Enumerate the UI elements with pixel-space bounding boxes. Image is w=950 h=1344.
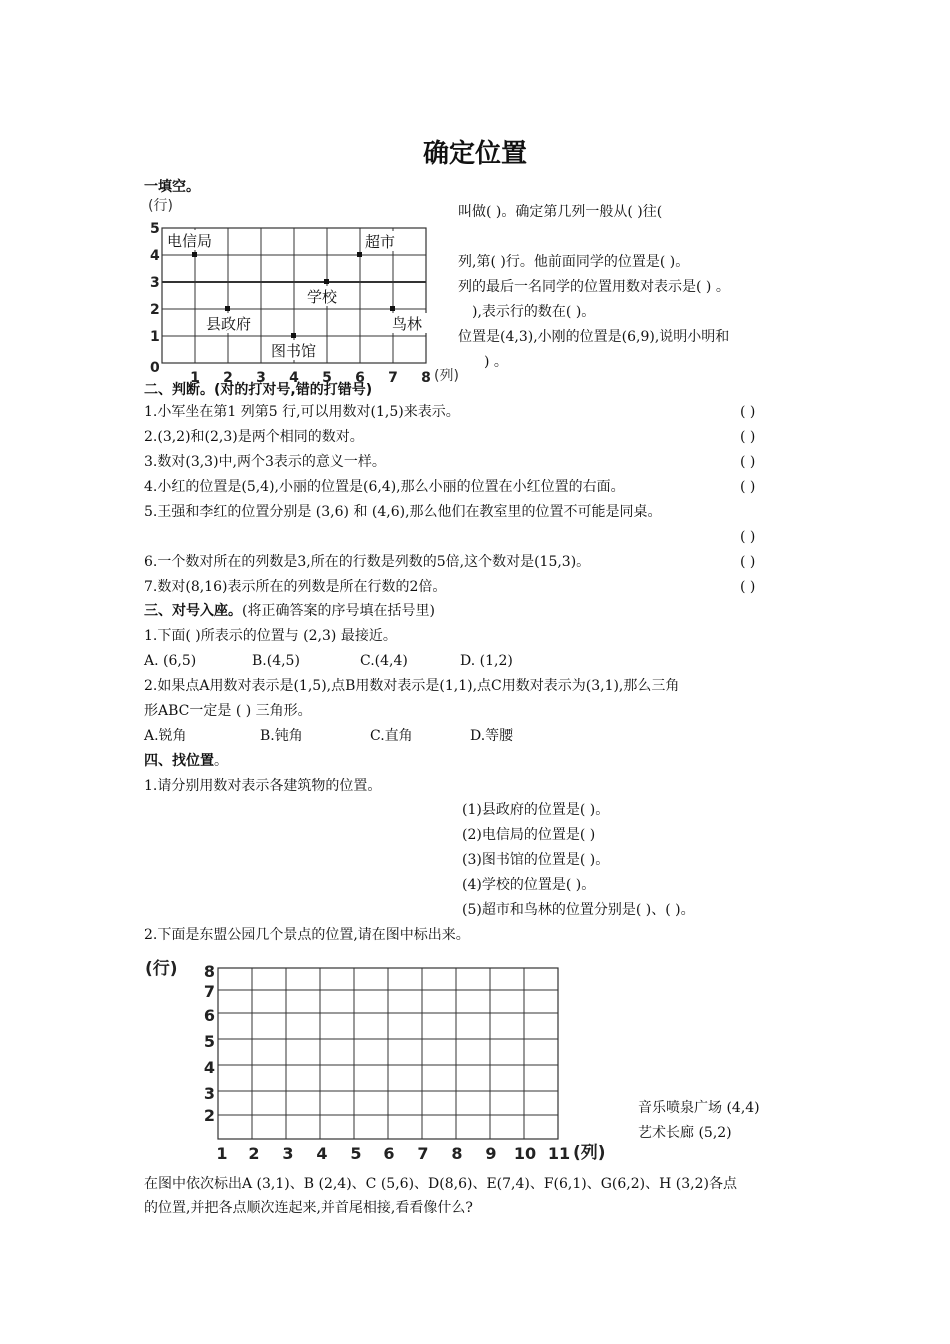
map1-xtick-1: 1 [190, 370, 200, 386]
map1-label-supermarket: 超市 [365, 233, 396, 251]
grid2-xtick-8: 8 [451, 1144, 463, 1163]
fill-line-3: 列的最后一名同学的位置用数对表示是( ) 。 [458, 279, 730, 295]
grid2-xlabel: (列) [573, 1143, 606, 1163]
choice-q2-option-c: C.直角 [370, 728, 413, 744]
grid2-xtick-3: 3 [282, 1144, 294, 1163]
map1-point-library [291, 333, 296, 338]
section4-heading-line [144, 752, 228, 770]
plot-q3-line2: 的位置,并把各点顺次连起来,并首尾相接,看看像什么? [144, 1200, 473, 1216]
choice-q2-option-d: D.等腰 [470, 728, 514, 744]
map1-label-library: 图书馆 [271, 342, 317, 360]
map1-label-telecom: 电信局 [167, 232, 213, 250]
map1-ytick-5: 5 [150, 221, 160, 237]
grid2-xtick-9: 9 [485, 1144, 497, 1163]
find-q1-item-4: (4)学校的位置是( )。 [462, 877, 596, 893]
grid2-ytick-5: 5 [203, 1032, 215, 1051]
judge-item-3: 3.数对(3,3)中,两个3表示的意义一样。 [144, 454, 386, 470]
map1-xtick-8: 8 [421, 370, 431, 386]
judge-item-6: 6.一个数对所在的列数是3,所在的行数是列数的5倍,这个数对是(15,3)。 [144, 554, 591, 570]
section2-heading: 二、判断。(对的打对号,错的打错号) [144, 382, 373, 398]
grid2-ytick-2: 2 [203, 1106, 215, 1125]
map1-ytick-3: 3 [150, 275, 160, 291]
grid2-xtick-10: 10 [513, 1144, 537, 1163]
spot-1: 音乐喷泉广场 (4,4) [638, 1100, 760, 1116]
map1-label-school: 学校 [307, 288, 338, 306]
map1-ytick-0: 0 [150, 360, 160, 376]
section4-heading: 四、找位置 [144, 753, 214, 769]
judge-paren-7: ( ) [740, 579, 756, 595]
grid2-ytick-4: 4 [203, 1058, 215, 1077]
section3-note: (将正确答案的序号填在括号里) [242, 603, 435, 619]
map1-xtick-5: 5 [322, 370, 332, 386]
grid2-xtick-1: 1 [216, 1144, 228, 1163]
grid2-ytick-3: 3 [203, 1084, 215, 1103]
judge-paren-3: ( ) [740, 454, 756, 470]
page-title: 确定位置 [422, 139, 527, 169]
choice-q2-option-a: A.锐角 [144, 728, 187, 744]
choice-q1-option-a: A. (6,5) [144, 653, 197, 669]
choice-q1-option-b: B.(4,5) [252, 653, 300, 669]
map1-point-supermarket [357, 252, 362, 257]
fill-line-2: 列,第( )行。他前面同学的位置是( )。 [458, 254, 690, 270]
judge-paren-5: ( ) [740, 529, 756, 545]
find-q1-item-2: (2)电信局的位置是( ) [462, 827, 596, 843]
grid2-xtick-6: 6 [383, 1144, 395, 1163]
find-q1-item-1: (1)县政府的位置是( )。 [462, 802, 610, 818]
choice-q2-line1: 2.如果点A用数对表示是(1,5),点B用数对表示是(1,1),点C用数对表示为(3,1),那么三角 [144, 678, 680, 694]
judge-item-7: 7.数对(8,16)表示所在的列数是所在行数的2倍。 [144, 579, 447, 595]
judge-item-2: 2.(3,2)和(2,3)是两个相同的数对。 [144, 429, 364, 445]
map-1 [140, 196, 470, 392]
find-q2: 2.下面是东盟公园几个景点的位置,请在图中标出来。 [144, 927, 470, 943]
grid2-ytick-6: 6 [203, 1006, 215, 1025]
grid2-xtick-11: 11 [547, 1144, 571, 1163]
find-q1-item-5: (5)超市和鸟林的位置分别是( )、( )。 [462, 902, 695, 918]
choice-q1-option-c: C.(4,4) [360, 653, 408, 669]
grid2-ytick-7: 7 [203, 982, 215, 1001]
map1-point-telecom [192, 252, 197, 257]
find-q1: 1.请分别用数对表示各建筑物的位置。 [144, 778, 382, 794]
judge-paren-2: ( ) [740, 429, 756, 445]
map1-ytick-4: 4 [150, 248, 160, 264]
fill-line-6: ) 。 [484, 354, 508, 370]
grid2-xtick-2: 2 [248, 1144, 260, 1163]
map1-ylabel: (行) [148, 198, 173, 214]
map1-xlabel: (列) [434, 368, 459, 384]
map1-label-county-gov: 县政府 [206, 315, 252, 333]
section1-heading: 一填空。 [144, 179, 200, 195]
fill-line-4: ),表示行的数在( )。 [472, 304, 596, 320]
judge-paren-6: ( ) [740, 554, 756, 570]
plot-q3-line1: 在图中依次标出A (3,1)、B (2,4)、C (5,6)、D(8,6)、E(7,4)、F(6,1)、G(6,2)、H (3,2)各点 [144, 1176, 737, 1192]
choice-q2-option-b: B.钝角 [260, 728, 303, 744]
map1-label-bird-forest: 鸟林 [392, 315, 423, 333]
map1-xtick-6: 6 [355, 370, 365, 386]
grid2-ylabel: (行) [145, 959, 178, 979]
judge-paren-4: ( ) [740, 479, 756, 495]
section3-heading: 三、对号入座。 [144, 603, 242, 619]
judge-item-5: 5.王强和李红的位置分别是 (3,6) 和 (4,6),那么他们在教室里的位置不可能是同桌。 [144, 504, 662, 520]
section4-heading-tail: 。 [214, 753, 228, 769]
grid2-ytick-8: 8 [203, 962, 215, 981]
choice-q1-option-d: D. (1,2) [460, 653, 513, 669]
grid2-xtick-5: 5 [350, 1144, 362, 1163]
judge-paren-1: ( ) [740, 404, 756, 420]
section3-heading-line [144, 602, 435, 620]
map1-xtick-2: 2 [223, 370, 233, 386]
choice-q2-line2: 形ABC一定是 ( ) 三角形。 [144, 703, 312, 719]
fill-line-5: 位置是(4,3),小刚的位置是(6,9),说明小明和 [458, 329, 730, 345]
grid2-xtick-7: 7 [417, 1144, 429, 1163]
grid-2 [140, 955, 640, 1165]
map1-point-school [324, 279, 329, 284]
map1-xtick-4: 4 [289, 370, 299, 386]
map1-point-county-gov [225, 306, 230, 311]
map1-ytick-1: 1 [150, 329, 160, 345]
map1-xtick-7: 7 [388, 370, 398, 386]
map1-xtick-3: 3 [256, 370, 266, 386]
judge-item-1: 1.小军坐在第1 列第5 行,可以用数对(1,5)来表示。 [144, 404, 460, 420]
fill-line-1: 叫做( )。确定第几列一般从( )往( [458, 204, 663, 220]
map1-ytick-2: 2 [150, 302, 160, 318]
find-q1-item-3: (3)图书馆的位置是( )。 [462, 852, 610, 868]
choice-q1: 1.下面( )所表示的位置与 (2,3) 最接近。 [144, 628, 397, 644]
spot-2: 艺术长廊 (5,2) [638, 1125, 732, 1141]
grid2-xtick-4: 4 [316, 1144, 328, 1163]
judge-item-4: 4.小红的位置是(5,4),小丽的位置是(6,4),那么小丽的位置在小红位置的右面。 [144, 479, 625, 495]
map1-point-bird-forest [390, 306, 395, 311]
